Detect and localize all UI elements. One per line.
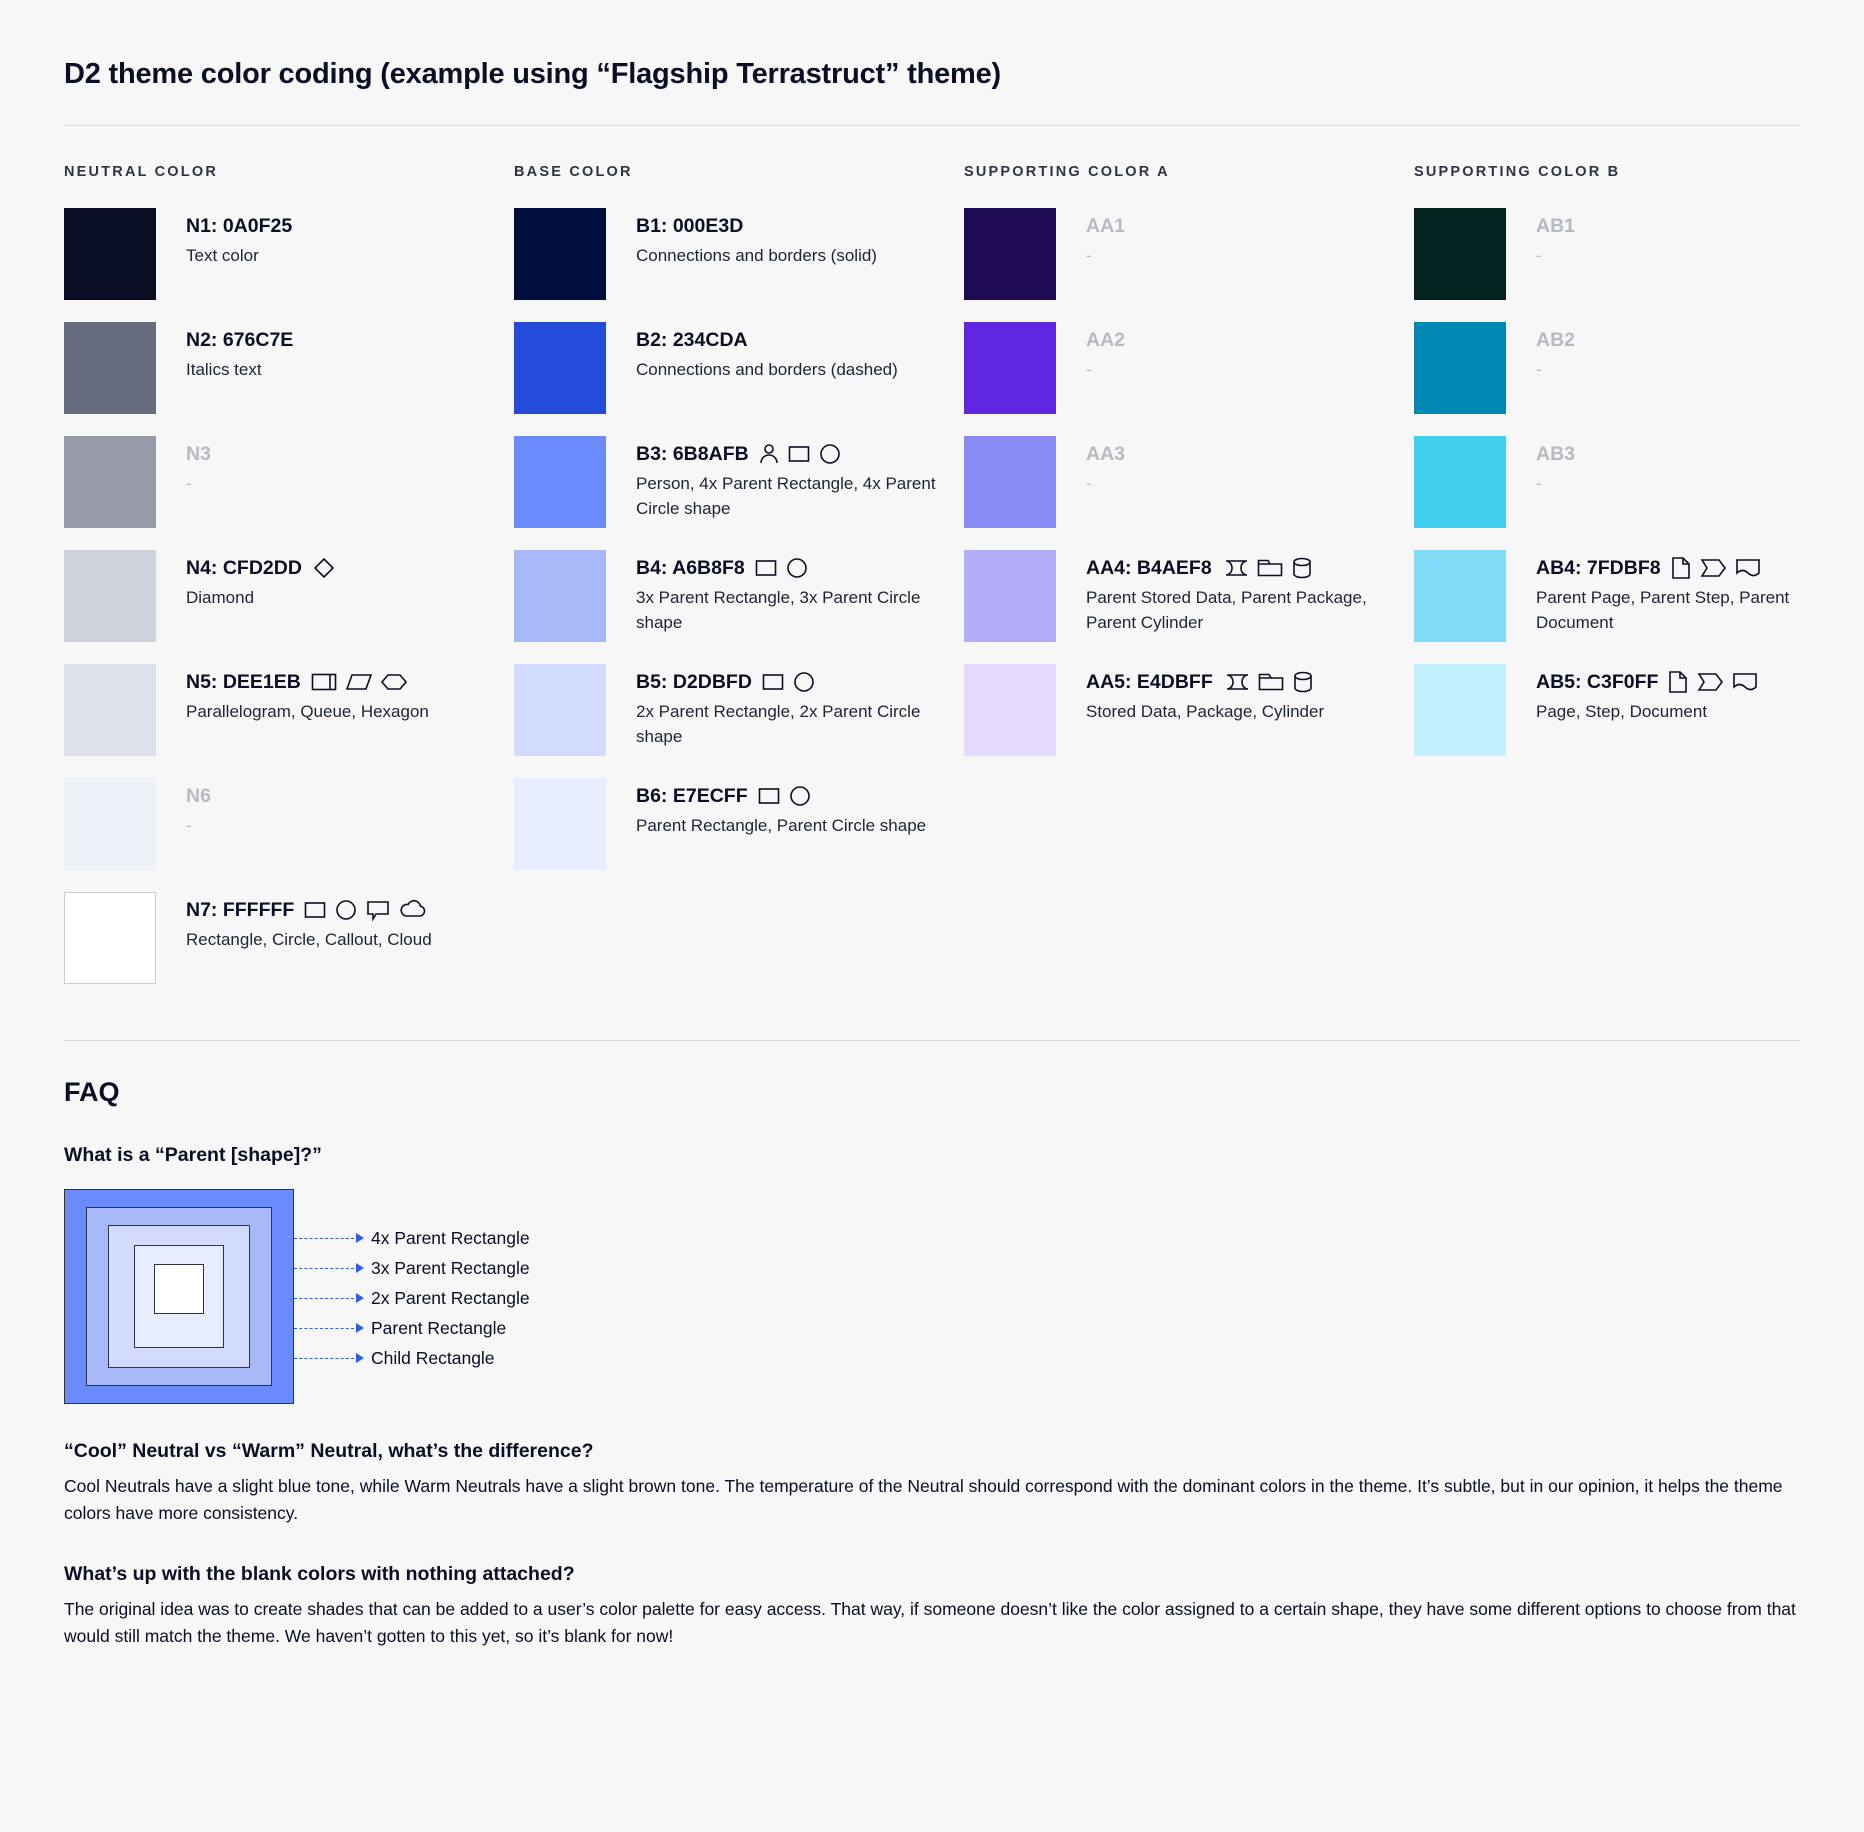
color-code-label: [186, 556, 336, 580]
color-usage-description: Parallelogram, Queue, Hexagon: [186, 702, 429, 722]
color-code-label: [1536, 556, 1836, 580]
color-swatch: [64, 436, 156, 528]
color-column: [1414, 164, 1864, 1006]
hexagon-icon: [381, 672, 407, 692]
color-usage-description: Stored Data, Package, Cylinder: [1086, 702, 1325, 722]
color-swatch: [64, 550, 156, 642]
color-row: [514, 778, 964, 870]
color-code-label: [636, 670, 936, 694]
color-row: [514, 322, 964, 414]
column-heading: SUPPORTING COLOR B: [1414, 164, 1621, 180]
color-row-body: [1086, 322, 1125, 383]
nest-level-child: [154, 1264, 204, 1314]
color-code-text: N7: FFFFFF: [186, 899, 295, 921]
arrow-head-icon: [356, 1233, 364, 1243]
nesting-legend-label: Child Rectangle: [371, 1347, 495, 1368]
color-usage-description: -: [1086, 246, 1092, 266]
color-code-text: AB5: C3F0FF: [1536, 671, 1659, 693]
color-swatch: [514, 550, 606, 642]
color-swatch: [964, 322, 1056, 414]
color-row: [1414, 436, 1864, 528]
color-row-body: [1536, 436, 1575, 497]
color-code-label: [1536, 670, 1758, 694]
color-swatch: [514, 436, 606, 528]
color-column: [514, 164, 964, 1006]
step-icon: [1697, 671, 1723, 693]
nesting-legend-item: [294, 1313, 530, 1343]
color-usage-description: -: [1536, 360, 1542, 380]
color-row: [64, 322, 514, 414]
column-heading: BASE COLOR: [514, 164, 633, 180]
color-code-text: AB4: 7FDBF8: [1536, 557, 1661, 579]
color-column: [964, 164, 1414, 1006]
leader-line: [294, 1238, 354, 1239]
rectangle-icon: [304, 900, 326, 920]
color-code-label: [186, 670, 429, 694]
color-row: [1414, 208, 1864, 300]
color-code-label: [1536, 442, 1575, 466]
color-row-body: [636, 778, 926, 839]
color-code-text: AB2: [1536, 329, 1576, 351]
color-row: [514, 664, 964, 756]
color-row-body: [636, 550, 936, 636]
color-code-text: N6: [186, 785, 211, 807]
color-code-text: AB3: [1536, 443, 1576, 465]
color-column: [64, 164, 514, 1006]
color-usage-description: Parent Rectangle, Parent Circle shape: [636, 816, 927, 836]
shape-icons: [312, 556, 336, 580]
leader-line: [294, 1328, 354, 1329]
color-code-label: [1086, 214, 1125, 238]
queue-icon: [311, 672, 337, 692]
color-row-body: [636, 322, 898, 383]
color-swatch: [1414, 436, 1506, 528]
arrow-head-icon: [356, 1263, 364, 1273]
cylinder-icon: [1292, 557, 1312, 579]
faq-divider: [64, 1040, 1800, 1041]
color-code-label: [186, 898, 432, 922]
color-swatch: [964, 436, 1056, 528]
color-row: [64, 550, 514, 642]
nesting-legend-label: 4x Parent Rectangle: [371, 1227, 530, 1248]
diamond-icon: [312, 556, 336, 580]
color-swatch: [514, 208, 606, 300]
color-swatch: [514, 778, 606, 870]
color-code-text: B5: D2DBFD: [636, 671, 752, 693]
shape-icons: [1223, 671, 1313, 693]
color-row-body: [186, 664, 429, 725]
color-code-label: [1086, 328, 1125, 352]
color-row-body: [1536, 208, 1575, 269]
color-row: [1414, 664, 1864, 756]
color-usage-description: Connections and borders (solid): [636, 246, 877, 266]
color-row: [514, 436, 964, 528]
leader-line: [294, 1298, 354, 1299]
color-code-label: [1536, 214, 1575, 238]
leader-line: [294, 1268, 354, 1269]
nesting-legend-item: [294, 1253, 530, 1283]
nesting-legend-item: [294, 1223, 530, 1253]
column-heading: SUPPORTING COLOR A: [964, 164, 1170, 180]
color-row: [514, 208, 964, 300]
color-code-text: B2: 234CDA: [636, 329, 748, 351]
rectangle-icon: [788, 444, 810, 464]
color-usage-description: -: [1536, 474, 1542, 494]
color-code-text: N3: [186, 443, 211, 465]
color-usage-description: Parent Stored Data, Parent Package, Parent Cylinder: [1086, 588, 1367, 633]
color-usage-description: Parent Page, Parent Step, Parent Document: [1536, 588, 1790, 633]
color-row: [64, 778, 514, 870]
color-swatch: [514, 322, 606, 414]
color-row-body: [186, 322, 293, 383]
shape-icons: [304, 899, 427, 921]
document-icon: [1735, 557, 1761, 579]
color-row-body: [1086, 550, 1386, 636]
nesting-legend-label: 2x Parent Rectangle: [371, 1287, 530, 1308]
rectangle-icon: [758, 786, 780, 806]
leader-line: [294, 1358, 354, 1359]
faq-answer-2: Cool Neutrals have a slight blue tone, while Warm Neutrals have a slight brown tone. The temperature of the Neutral should correspond with the dominant colors in the theme. It’s subtle, but in our opinion, it helps the theme colors have more consistency.: [64, 1476, 1783, 1524]
color-usage-description: Connections and borders (dashed): [636, 360, 898, 380]
color-swatch: [64, 892, 156, 984]
faq-question-1: What is a “Parent [shape]?”: [64, 1144, 322, 1166]
color-usage-description: -: [1536, 246, 1542, 266]
shape-icons: [311, 672, 407, 692]
shape-icons: [1668, 670, 1758, 694]
arrow-head-icon: [356, 1353, 364, 1363]
step-icon: [1700, 557, 1726, 579]
color-code-text: B6: E7ECFF: [636, 785, 748, 807]
color-swatch: [1414, 208, 1506, 300]
color-swatch: [1414, 550, 1506, 642]
color-swatch: [964, 664, 1056, 756]
color-code-text: AB1: [1536, 215, 1576, 237]
color-usage-description: Text color: [186, 246, 259, 266]
color-row-body: [186, 550, 336, 611]
color-swatch: [514, 664, 606, 756]
shape-icons: [758, 785, 811, 807]
color-code-label: [1536, 328, 1575, 352]
nesting-legend-item: [294, 1283, 530, 1313]
shape-icons: [759, 443, 841, 465]
color-usage-description: Diamond: [186, 588, 255, 608]
color-row: [964, 208, 1414, 300]
shape-icons: [762, 671, 815, 693]
color-row: [64, 208, 514, 300]
color-code-text: B4: A6B8F8: [636, 557, 745, 579]
color-row-body: [186, 778, 211, 839]
color-code-text: AA5: E4DBFF: [1086, 671, 1213, 693]
color-swatch: [64, 322, 156, 414]
color-swatch: [964, 208, 1056, 300]
color-usage-description: Page, Step, Document: [1536, 702, 1708, 722]
color-row: [964, 436, 1414, 528]
faq-question-2: “Cool” Neutral vs “Warm” Neutral, what’s the difference?: [64, 1440, 594, 1462]
document-icon: [1732, 671, 1758, 693]
circle-icon: [819, 443, 841, 465]
color-usage-description: -: [186, 474, 192, 494]
cylinder-icon: [1293, 671, 1313, 693]
color-usage-description: -: [186, 816, 192, 836]
cloud-icon: [399, 899, 427, 921]
color-code-label: [636, 556, 936, 580]
color-usage-description: -: [1086, 360, 1092, 380]
page-icon: [1671, 556, 1691, 580]
color-code-label: [1086, 670, 1324, 694]
color-row-body: [1536, 550, 1836, 636]
color-row-body: [1086, 664, 1324, 725]
color-row: [64, 436, 514, 528]
storeddata-icon: [1223, 672, 1249, 692]
callout-icon: [366, 899, 390, 921]
nesting-legend-label: Parent Rectangle: [371, 1317, 507, 1338]
nested-rectangles: [64, 1189, 294, 1404]
color-row: [64, 664, 514, 756]
shape-icons: [755, 557, 808, 579]
circle-icon: [335, 899, 357, 921]
arrow-head-icon: [356, 1293, 364, 1303]
color-swatch: [64, 664, 156, 756]
color-row-body: [636, 664, 936, 750]
color-swatch: [1414, 322, 1506, 414]
package-icon: [1258, 672, 1284, 692]
page-title: D2 theme color coding (example using “Flagship Terrastruct” theme): [64, 58, 1002, 90]
color-usage-description: Italics text: [186, 360, 262, 380]
rectangle-icon: [755, 558, 777, 578]
color-code-label: [636, 784, 926, 808]
nesting-legend-label: 3x Parent Rectangle: [371, 1257, 530, 1278]
color-row: [964, 322, 1414, 414]
circle-icon: [786, 557, 808, 579]
color-row-body: [1086, 208, 1125, 269]
color-code-text: N4: CFD2DD: [186, 557, 302, 579]
color-swatch: [64, 208, 156, 300]
package-icon: [1257, 558, 1283, 578]
color-row-body: [186, 208, 292, 269]
color-code-label: [1086, 442, 1125, 466]
color-row-body: [186, 892, 432, 953]
color-row: [964, 664, 1414, 756]
color-row-body: [1086, 436, 1125, 497]
color-code-text: AA2: [1086, 329, 1126, 351]
arrow-head-icon: [356, 1323, 364, 1333]
color-code-text: B1: 000E3D: [636, 215, 744, 237]
color-code-text: AA3: [1086, 443, 1126, 465]
color-row-body: [1536, 322, 1575, 383]
color-row-body: [186, 436, 211, 497]
color-code-label: [636, 442, 936, 466]
column-heading: NEUTRAL COLOR: [64, 164, 218, 180]
color-usage-description: -: [1086, 474, 1092, 494]
color-code-text: N1: 0A0F25: [186, 215, 293, 237]
color-code-label: [186, 442, 211, 466]
circle-icon: [789, 785, 811, 807]
color-code-text: B3: 6B8AFB: [636, 443, 749, 465]
nesting-legend: [294, 1189, 530, 1373]
header-divider: [64, 125, 1800, 126]
color-row: [1414, 322, 1864, 414]
color-code-label: [636, 214, 877, 238]
color-swatch: [64, 778, 156, 870]
color-code-label: [186, 328, 293, 352]
shape-icons: [1222, 557, 1312, 579]
color-code-text: N2: 676C7E: [186, 329, 294, 351]
color-code-label: [636, 328, 898, 352]
color-columns: [64, 164, 1800, 1006]
storeddata-icon: [1222, 558, 1248, 578]
color-code-label: [186, 784, 211, 808]
color-row: [964, 550, 1414, 642]
color-swatch: [964, 550, 1056, 642]
color-code-label: [1086, 556, 1386, 580]
color-row-body: [636, 436, 936, 522]
color-row: [64, 892, 514, 984]
color-usage-description: 3x Parent Rectangle, 3x Parent Circle shape: [636, 588, 921, 633]
color-code-text: AA4: B4AEF8: [1086, 557, 1212, 579]
faq-answer-3: The original idea was to create shades that can be added to a user’s color palette for easy access. That way, if someone doesn’t like the color assigned to a certain shape, they have some different options to choose from that would still match the theme. We haven’t gotten to this yet, so it’s blank for now!: [64, 1599, 1796, 1647]
shape-icons: [1671, 556, 1761, 580]
color-row: [514, 550, 964, 642]
color-swatch: [1414, 664, 1506, 756]
person-icon: [759, 443, 779, 465]
color-row-body: [1536, 664, 1758, 725]
parallelogram-icon: [346, 672, 372, 692]
page-icon: [1668, 670, 1688, 694]
color-row-body: [636, 208, 877, 269]
color-usage-description: Rectangle, Circle, Callout, Cloud: [186, 930, 432, 950]
faq-title: FAQ: [64, 1077, 120, 1107]
parent-shape-diagram: [64, 1189, 1800, 1404]
color-code-text: AA1: [1086, 215, 1126, 237]
color-row: [1414, 550, 1864, 642]
color-code-label: [186, 214, 292, 238]
rectangle-icon: [762, 672, 784, 692]
faq-question-3: What’s up with the blank colors with nothing attached?: [64, 1563, 575, 1586]
color-code-text: N5: DEE1EB: [186, 671, 301, 693]
circle-icon: [793, 671, 815, 693]
color-usage-description: Person, 4x Parent Rectangle, 4x Parent Circle shape: [636, 474, 936, 519]
color-usage-description: 2x Parent Rectangle, 2x Parent Circle shape: [636, 702, 921, 747]
nesting-legend-item: [294, 1343, 530, 1373]
